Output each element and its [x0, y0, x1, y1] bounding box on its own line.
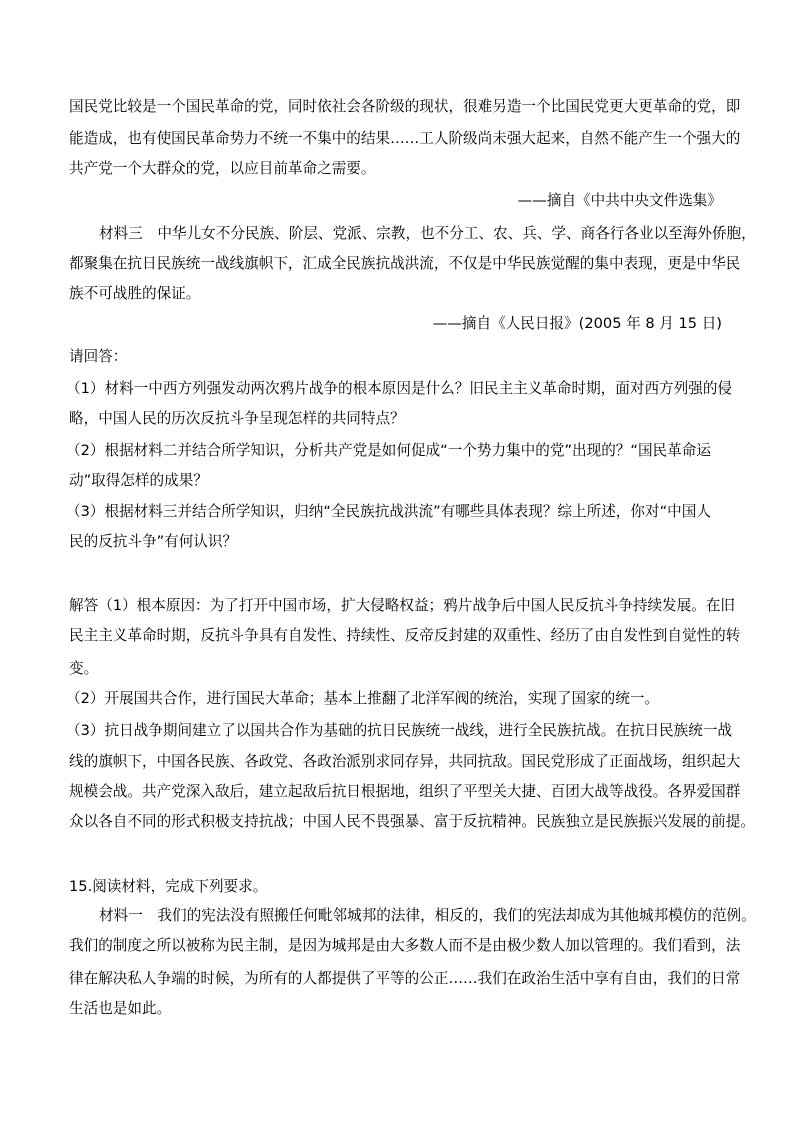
q15-material1-line: 生活也是如此。 [69, 1000, 172, 1017]
material2-line: 国民党比较是一个国民革命的党，同时依社会各阶级的现状，很难另造一个比国民党更大更革命的党，即 [69, 98, 741, 115]
question-line: 略，中国人民的历次反抗斗争呈现怎样的共同特点？ [69, 410, 405, 427]
answer-line: 民主主义革命时期，反抗斗争具有自发性、持续性、反帝反封建的双重性、经历了由自发性到自觉性的转 [69, 627, 741, 644]
answer-line: 线的旗帜下，中国各民族、各政党、各政治派别求同存异，共同抗敌。国民党形成了正面战场，组织起大 [69, 753, 741, 770]
answer-line: （2）开展国共合作，进行国民大革命；基本上推翻了北洋军阀的统治，实现了国家的统一。 [66, 690, 660, 707]
question-line: （1）材料一中西方列强发动两次鸦片战争的根本原因是什么？旧民主主义革命时期，面对西方列强的侵 [66, 380, 733, 397]
q15-material1-line: 材料一 我们的宪法没有照搬任何毗邻城邦的法律，相反的，我们的宪法却成为其他城邦模仿的范例。 [99, 907, 756, 924]
material3-line: 材料三 中华儿女不分民族、阶层、党派、宗教，也不分工、农、兵、学、商各行各业以至海外侨胞， [99, 225, 756, 242]
material3-source: ——摘自《人民日报》(2005 年 8 月 15 日) [432, 315, 722, 332]
answer-line: （3）抗日战争期间建立了以国共合作为基础的抗日民族统一战线，进行全民族抗战。在抗日民族统一战 [66, 722, 733, 739]
material3-line: 都聚集在抗日民族统一战线旗帜下，汇成全民族抗战洪流，不仅是中华民族觉醒的集中表现，更是中华民 [69, 255, 741, 272]
answer-line: 规模会战。共产党深入敌后，建立起敌后抗日根据地，组织了平型关大捷、百团大战等战役。各界爱国群 [69, 783, 741, 800]
answer-line: 变。 [69, 660, 99, 677]
material2-source: ——摘自《中共中央文件选集》 [517, 192, 722, 209]
question-line: （2）根据材料二并结合所学知识，分析共产党是如何促成“一个势力集中的党”出现的？“国民革命运 [66, 442, 711, 459]
q15-material1-line: 律在解决私人争端的时候，为所有的人都提供了平等的公正……我们在政治生活中享有自由，我们的日常 [69, 970, 741, 987]
answer-line: 众以各自不同的形式积极支持抗战；中国人民不畏强暴、富于反抗精神。民族独立是民族振兴发展的前提。 [69, 813, 755, 830]
material2-line: 共产党一个大群众的党，以应目前革命之需要。 [69, 160, 376, 177]
question-line: （3）根据材料三并结合所学知识，归纳“全民族抗战洪流”有哪些具体表现？综上所述，你对“中国人 [66, 503, 711, 520]
questions-intro: 请回答： [69, 348, 128, 365]
material2-line: 能造成，也有使国民革命势力不统一不集中的结果……工人阶级尚未强大起来，自然不能产生一个强大的 [69, 130, 741, 147]
answer-line: 解答（1）根本原因：为了打开中国市场，扩大侵略权益；鸦片战争后中国人民反抗斗争持续发展。在旧 [69, 597, 736, 614]
question-line: 民的反抗斗争”有何认识？ [69, 533, 238, 550]
question-15-title: 15.阅读材料，完成下列要求。 [69, 878, 268, 895]
material3-line: 族不可战胜的保证。 [69, 285, 201, 302]
q15-material1-line: 我们的制度之所以被称为民主制，是因为城邦是由大多数人而不是由极少数人加以管理的。我们看到，法 [69, 937, 741, 954]
question-line: 动”取得怎样的成果？ [69, 472, 208, 489]
